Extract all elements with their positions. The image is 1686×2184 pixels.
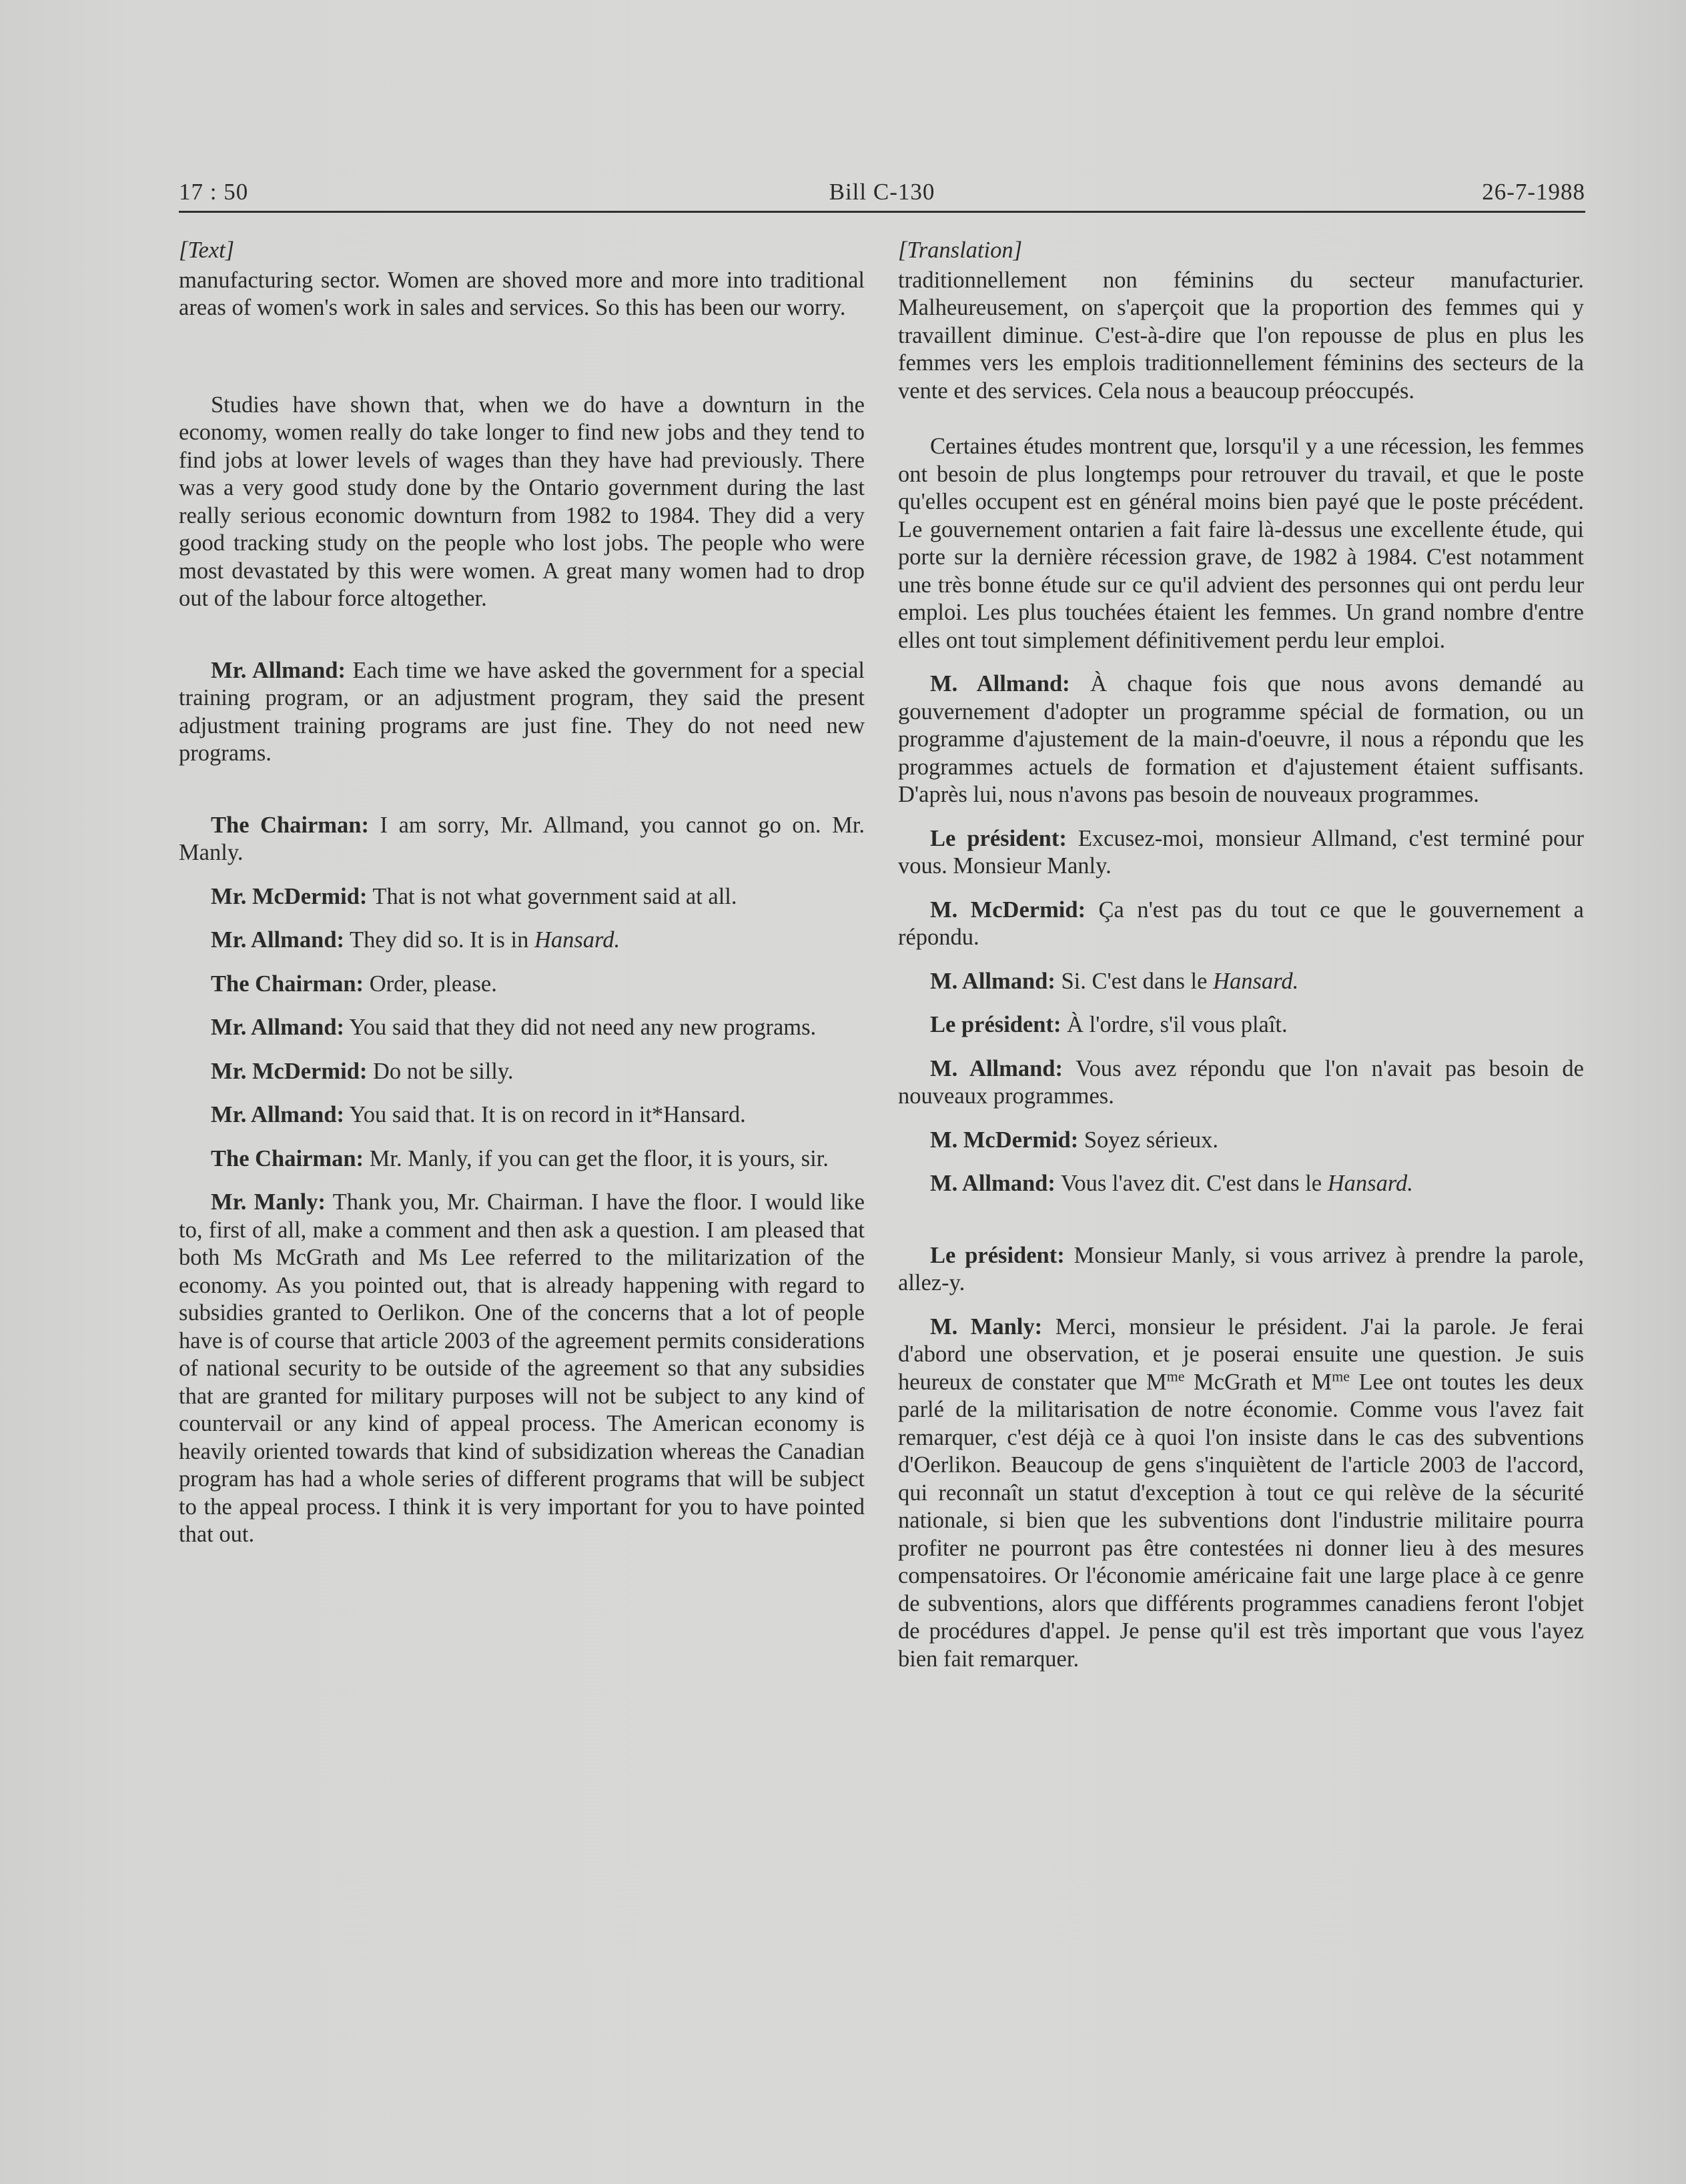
speech-paragraph xyxy=(179,883,865,911)
speech-paragraph xyxy=(898,1011,1584,1039)
speech-text: Vous avez répondu que l'on n'avait pas besoin de nouveaux programmes. xyxy=(898,1055,1584,1109)
speaker-name: Mr. Allmand: xyxy=(211,927,344,953)
paragraph: Certaines études montrent que, lorsqu'il y a une récession, les femmes ont besoin de plus longtemps pour retrouver du travail, et que le poste qu'elles occupent est en général moins bien payé que le poste précédent. Le gouvernement ontarien a fait faire là-dessus une excellente étude, qui porte sur la dernière récession grave, de 1982 à 1984. C'est notamment une très bonne étude sur ce qu'il advient des personnes qui ont perdu leur emploi. Les plus touchées étaient les femmes. Un grand nombre d'entre elles ont tout simplement définitivement perdu leur emploi. xyxy=(898,434,1584,653)
speaker-name: Le président: xyxy=(930,1242,1065,1268)
speaker-name: M. Manly: xyxy=(930,1313,1043,1339)
speech-text: Order, please. xyxy=(364,971,497,997)
speaker-name: The Chairman: xyxy=(211,1145,364,1171)
superscript: me xyxy=(1166,1368,1185,1384)
french-column xyxy=(898,237,1584,1673)
bill-title: Bill C-130 xyxy=(829,179,935,205)
paragraph: traditionnellement non féminins du secteur manufacturier. Malheureusement, on s'aperçoit que la proportion des femmes qui y travaillent diminue. C'est-à-dire que l'on repousse de plus en plus les femmes vers les emplois traditionnellement féminins des secteurs de la vente et des services. Cela nous a beaucoup préoccupés. xyxy=(898,267,1584,404)
speech-paragraph xyxy=(179,1189,865,1549)
speech-paragraph xyxy=(179,1014,865,1042)
speech-paragraph xyxy=(898,1242,1584,1297)
speech-text: Merci, monsieur le président. J'ai la parole. Je ferai d'abord une observation, et je poserai ensuite une question. Je suis heureux de constater que M xyxy=(898,1313,1584,1395)
speaker-name: M. Allmand: xyxy=(930,1171,1056,1196)
speech-paragraph xyxy=(898,1127,1584,1155)
page-header xyxy=(179,179,1585,208)
speaker-name: Le président: xyxy=(930,1012,1062,1037)
column-tag: [Text] xyxy=(179,237,235,263)
speaker-name: Mr. Allmand: xyxy=(211,1015,344,1040)
speech-text: Each time we have asked the government for a special training program, or an adjustment program, they said the present adjustment training programs are just fine. They do not need new programs. xyxy=(179,657,865,766)
column-tag: [Translation] xyxy=(898,237,1023,263)
speaker-name: The Chairman: xyxy=(211,971,364,997)
speech-paragraph xyxy=(898,825,1584,881)
speech-text: Mr. Manly, if you can get the floor, it is yours, sir. xyxy=(364,1145,829,1171)
hansard-reference: Hansard. xyxy=(1213,968,1299,994)
hansard-reference: Hansard. xyxy=(1327,1171,1413,1196)
speech-paragraph xyxy=(179,971,865,999)
speech-paragraph xyxy=(179,1145,865,1173)
speech-paragraph xyxy=(179,1101,865,1129)
speaker-name: M. Allmand: xyxy=(930,671,1070,696)
speaker-name: Mr. McDermid: xyxy=(211,883,368,909)
speaker-name: M. McDermid: xyxy=(930,1127,1079,1153)
speech-paragraph xyxy=(898,1313,1584,1674)
speech-paragraph xyxy=(179,812,865,867)
speech-text: Do not be silly. xyxy=(367,1058,514,1084)
speech-paragraph xyxy=(898,670,1584,809)
paragraph: manufacturing sector. Women are shoved more and more into traditional areas of women's work in sales and services. So this has been our worry. xyxy=(179,267,865,320)
speech-text: Soyez sérieux. xyxy=(1078,1127,1219,1153)
speech-text: Ça n'est pas du tout ce que le gouvernement a répondu. xyxy=(898,897,1584,950)
column-tag-label: Translation xyxy=(907,237,1013,263)
speech-text: You said that they did not need any new programs. xyxy=(344,1015,817,1040)
speech-paragraph xyxy=(898,1055,1584,1111)
paragraph: Studies have shown that, when we do have a downturn in the economy, women really do take longer to find new jobs and they tend to find jobs at lower levels of wages than they have had previously. There was a very good study done by the Ontario government during the last really serious economic downturn from 1982 to 1984. They did a very good tracking study on the people who lost jobs. The people who were most devastated by this were women. A great many women had to drop out of the labour force altogether. xyxy=(179,392,865,611)
speaker-name: M. McDermid: xyxy=(930,897,1086,923)
speech-paragraph xyxy=(179,1058,865,1086)
speech-paragraph xyxy=(898,897,1584,952)
speech-text: They did so. It is in xyxy=(344,927,534,953)
page-date: 26-7-1988 xyxy=(1482,179,1585,205)
speech-paragraph xyxy=(179,657,865,768)
speech-text: Monsieur Manly, si vous arrivez à prendre la parole, allez-y. xyxy=(898,1242,1584,1295)
speaker-name: Le président: xyxy=(930,825,1067,851)
speaker-name: Mr. Manly: xyxy=(211,1189,326,1215)
speech-paragraph xyxy=(898,1170,1584,1198)
speech-text: Excusez-moi, monsieur Allmand, c'est terminé pour vous. Monsieur Manly. xyxy=(898,825,1584,879)
speaker-name: Mr. Allmand: xyxy=(211,1102,344,1127)
hansard-reference: Hansard. xyxy=(534,927,620,953)
speech-text: Si. C'est dans le xyxy=(1055,968,1214,994)
speaker-name: M. Allmand: xyxy=(930,968,1056,994)
speech-paragraph xyxy=(898,968,1584,996)
speech-paragraph xyxy=(179,927,865,955)
speaker-name: The Chairman: xyxy=(211,812,369,838)
speech-text: À chaque fois que nous avons demandé au gouvernement d'adopter un programme spécial de formation, ou un programme d'ajustement de la main-d'oeuvre, il nous a répondu que les programmes actuels de formation et d'ajustement étaient suffisants. D'après lui, nous n'avons pas besoin de nouveaux programmes. xyxy=(898,671,1584,807)
speech-text: À l'ordre, s'il vous plaît. xyxy=(1061,1012,1288,1037)
speech-text: Vous l'avez dit. C'est dans le xyxy=(1055,1171,1328,1196)
speaker-name: M. Allmand: xyxy=(930,1055,1063,1081)
speaker-name: Mr. McDermid: xyxy=(211,1058,368,1084)
speech-text: McGrath et M xyxy=(1184,1369,1332,1395)
speech-text: That is not what government said at all. xyxy=(367,883,737,909)
speech-text: Thank you, Mr. Chairman. I have the floor. I would like to, first of all, make a comment and then ask a question. I am pleased that both Ms McGrath and Ms Lee referred to the militarization of the economy. As you pointed out, that is already happening with regard to subsidies granted to Oerlikon. One of the concerns that a lot of people have is of course that article 2003 of the agreement permits considerations of national security to be outside of the agreement so that any subsidies that are granted for military purposes will not be subject to any kind of countervail or any kind of appeal process. The American economy is heavily oriented towards that kind of subsidization whereas the Canadian program has had a whole series of different programs that will be subject to the appeal process. I think it is very important for you to have pointed that out. xyxy=(179,1189,865,1547)
speech-text: You said that. It is on record in it*Hansard. xyxy=(344,1102,746,1127)
speech-text: I am sorry, Mr. Allmand, you cannot go on. Mr. Manly. xyxy=(179,812,865,865)
column-tag-label: Text xyxy=(187,237,226,263)
english-column xyxy=(179,237,865,1549)
header-rule xyxy=(179,211,1585,213)
page-number: 17 : 50 xyxy=(179,179,249,205)
speaker-name: Mr. Allmand: xyxy=(211,657,346,683)
superscript: me xyxy=(1332,1368,1350,1384)
speech-text: Lee ont toutes les deux parlé de la militarisation de notre économie. Comme vous l'avez fait remarquer, c'est déjà ce à quoi l'on insiste dans le cas des subventions d'Oerlikon. Beaucoup de gens s'inquiètent de l'article 2003 de l'accord, qui reconnaît un statut d'exception à tout ce qui relève de la sécurité nationale, si bien que les subventions dont l'industrie militaire pourra profiter ne pourront pas être contestées ni donner lieu à des mesures compensatoires. Or l'économie américaine fait une large place à ce genre de subventions, alors que différents programmes canadiens feront l'objet de procédures d'appel. Je pense qu'il est très important que vous l'ayez bien fait remarquer. xyxy=(898,1369,1584,1672)
